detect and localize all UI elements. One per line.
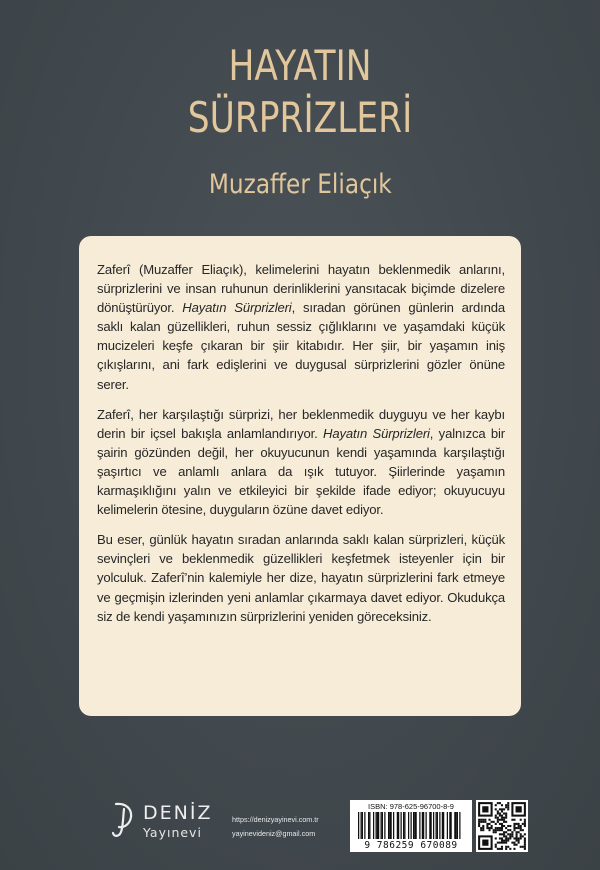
blurb-paragraph-2 (97, 405, 505, 520)
book-title (0, 40, 600, 144)
author-name-text: Muzaffer Eliaçık (208, 169, 392, 200)
qr-code-icon (476, 800, 528, 852)
isbn-barcode (350, 800, 472, 852)
title-line-2: SÜRPRİZLERİ (187, 93, 413, 142)
publisher-email[interactable]: yayinevideniz@gmail.com (232, 829, 316, 838)
blurb-p1-text-b: , sıradan görünen günlerin ardında saklı kalan güzellikleri, ruhun sessiz çığlıklarını ve yaşamdaki küçük mucizeleri keşfe çıkaran bir şiir kitabıdır. Her şiir, bir yaşamın iniş çıkışlarını, ani fark edişlerini ve duygusal sürprizlerini gözler önüne serer. (97, 300, 505, 392)
blurb-p1-book-title: Hayatın Sürprizleri (182, 300, 292, 316)
footer (0, 798, 600, 858)
publisher-subname: Yayınevi (143, 825, 202, 840)
isbn-label: ISBN: 978-625-96700-8-9 (368, 802, 454, 811)
publisher-logo-icon (110, 801, 136, 839)
blurb-paragraph-3: Bu eser, günlük hayatın sıradan anlarında saklı kalan sürprizleri, küçük sevinçleri ve beklenmedik güzellikleri keşfetmek isteyenler için bir yolculuk. Zaferî’nin kalemiyle her dize, hayatın sürprizlerini fark etmeye ve geçmişin izlerinden yeni anlamlar çıkarmaya davet ediyor. Okudukça siz de kendi yaşamınızın sürprizlerini yeniden göreceksiniz. (97, 532, 505, 624)
author-name (0, 168, 600, 202)
publisher-website[interactable]: https://denizyayinevi.com.tr (232, 815, 319, 824)
title-line-1: HAYATIN (228, 41, 372, 90)
blurb-p1-text-a: Zaferî (Muzaffer Eliaçık), kelimelerini hayatın beklenmedik anlarını, sürprizlerini ve insan ruhunun derinliklerini yansıtacak biçimde dizelere dönüştürüyor. (97, 262, 505, 316)
blurb-p2-text-b: , yalnızca bir şairin gözünden değil, her okuyucunun kendi yaşamında karşılaştığı şaşırtıcı ve anlamlı anlara da ışık tutuyor. Şiirlerinde yaşamın karmaşıklığını yalın ve etkileyici bir şekilde ifade ediyor; okuyucuyu kelimelerin ötesine, duyguların özüne davet ediyor. (97, 425, 505, 518)
ean-digits: 9 786259 670089 (364, 840, 458, 851)
blurb-p2-text-a: Zaferî, her karşılaştığı sürprizi, her beklenmedik duyguyu ve her kaybı derin bir içsel bakışla anlamlandırıyor. (97, 406, 505, 441)
blurb-panel (79, 236, 521, 716)
publisher-name: DENİZ (143, 802, 213, 824)
blurb-paragraph-1 (97, 260, 505, 394)
blurb-p2-book-title: Hayatın Sürprizleri (323, 425, 430, 441)
publisher-contact (232, 813, 319, 841)
barcode-bars (358, 812, 464, 839)
